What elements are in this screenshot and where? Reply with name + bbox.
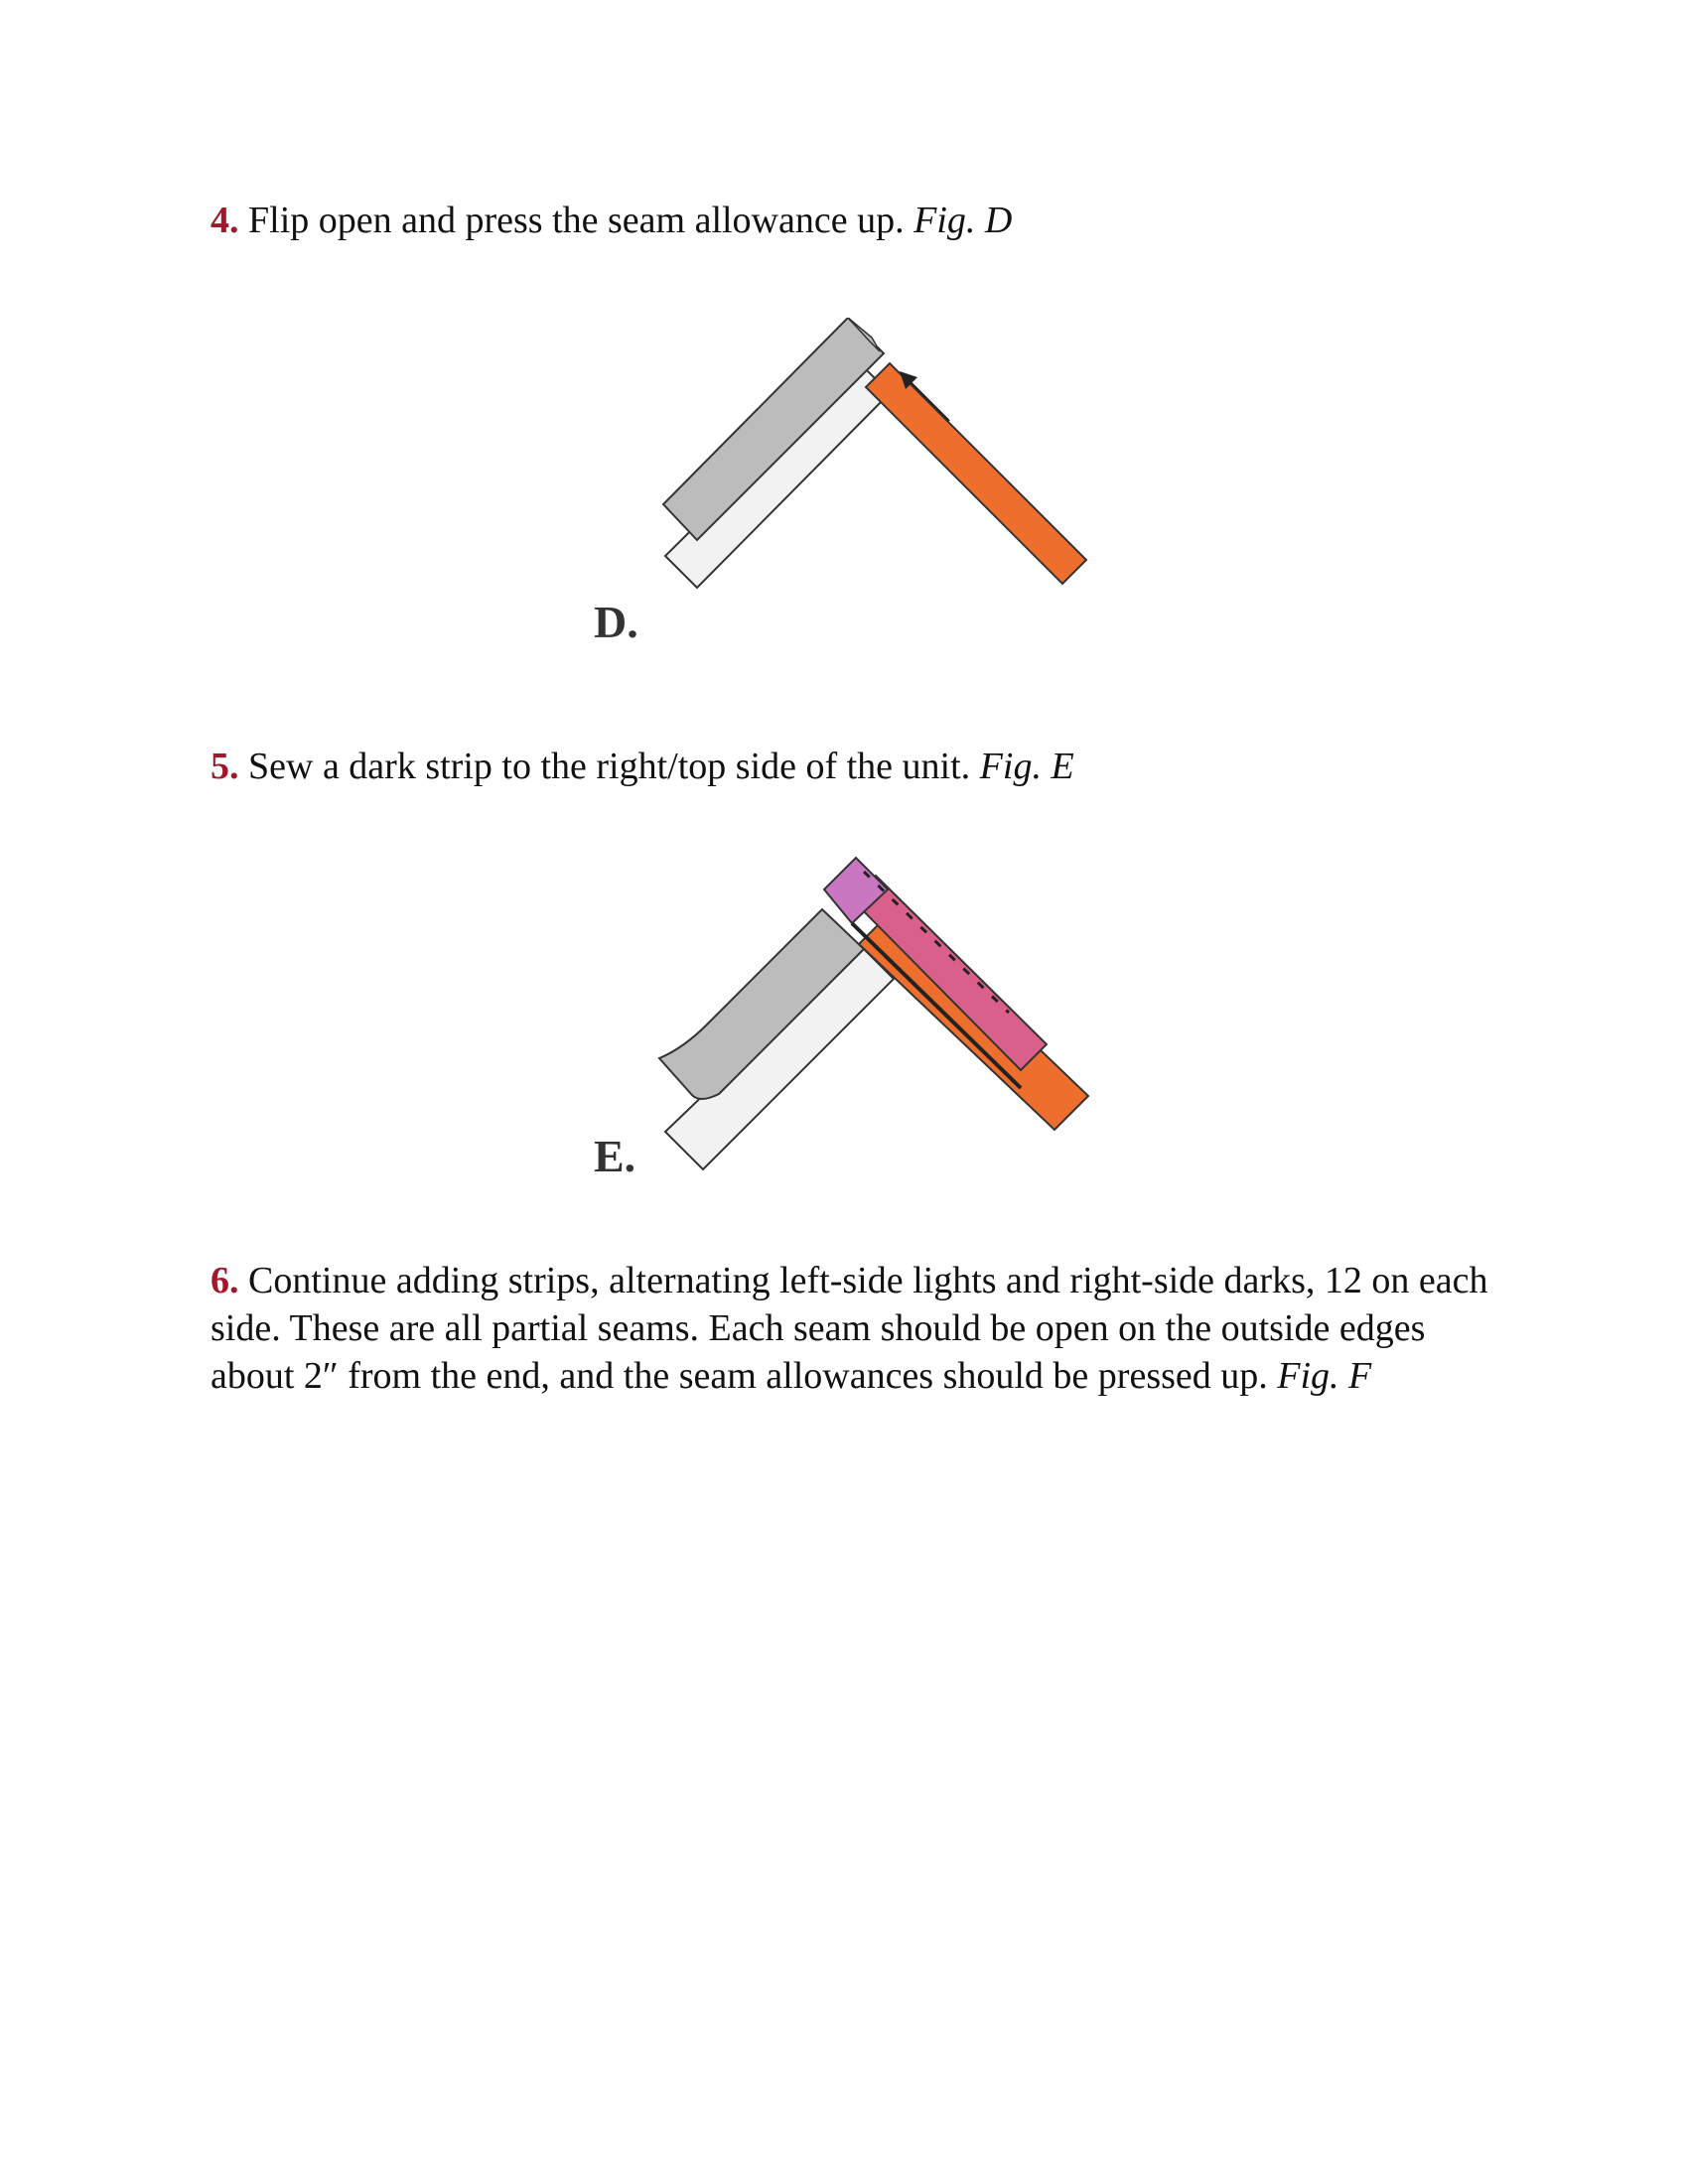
- figure-label: E.: [594, 1131, 636, 1181]
- figure-e: [576, 850, 1112, 1187]
- step-text: Sew a dark strip to the right/top side of the unit.: [238, 746, 980, 787]
- step-number: 5.: [211, 746, 239, 787]
- figure-label: D.: [594, 597, 638, 647]
- step-number: 4.: [211, 200, 239, 241]
- step-text: Flip open and press the seam allowance up.: [238, 200, 914, 241]
- figure-d: [576, 318, 1112, 655]
- figure-reference: Fig. D: [914, 200, 1013, 241]
- figure-d-diagram: [576, 318, 1112, 655]
- step-number: 6.: [211, 1260, 239, 1301]
- figure-reference: Fig. F: [1277, 1355, 1372, 1397]
- step-6-instruction: [211, 1257, 1491, 1400]
- step-4-instruction: [211, 197, 1491, 244]
- orange-strip: [866, 363, 1086, 584]
- figure-reference: Fig. E: [979, 746, 1074, 787]
- step-text: Continue adding strips, alternating left-side lights and right-side darks, 12 on each side. These are all partial seams. Each seam should be open on the outside edges about 2″ from the end, and the seam allowances should be pressed up.: [211, 1260, 1488, 1397]
- step-5-instruction: [211, 743, 1491, 790]
- figure-e-diagram: [576, 850, 1112, 1187]
